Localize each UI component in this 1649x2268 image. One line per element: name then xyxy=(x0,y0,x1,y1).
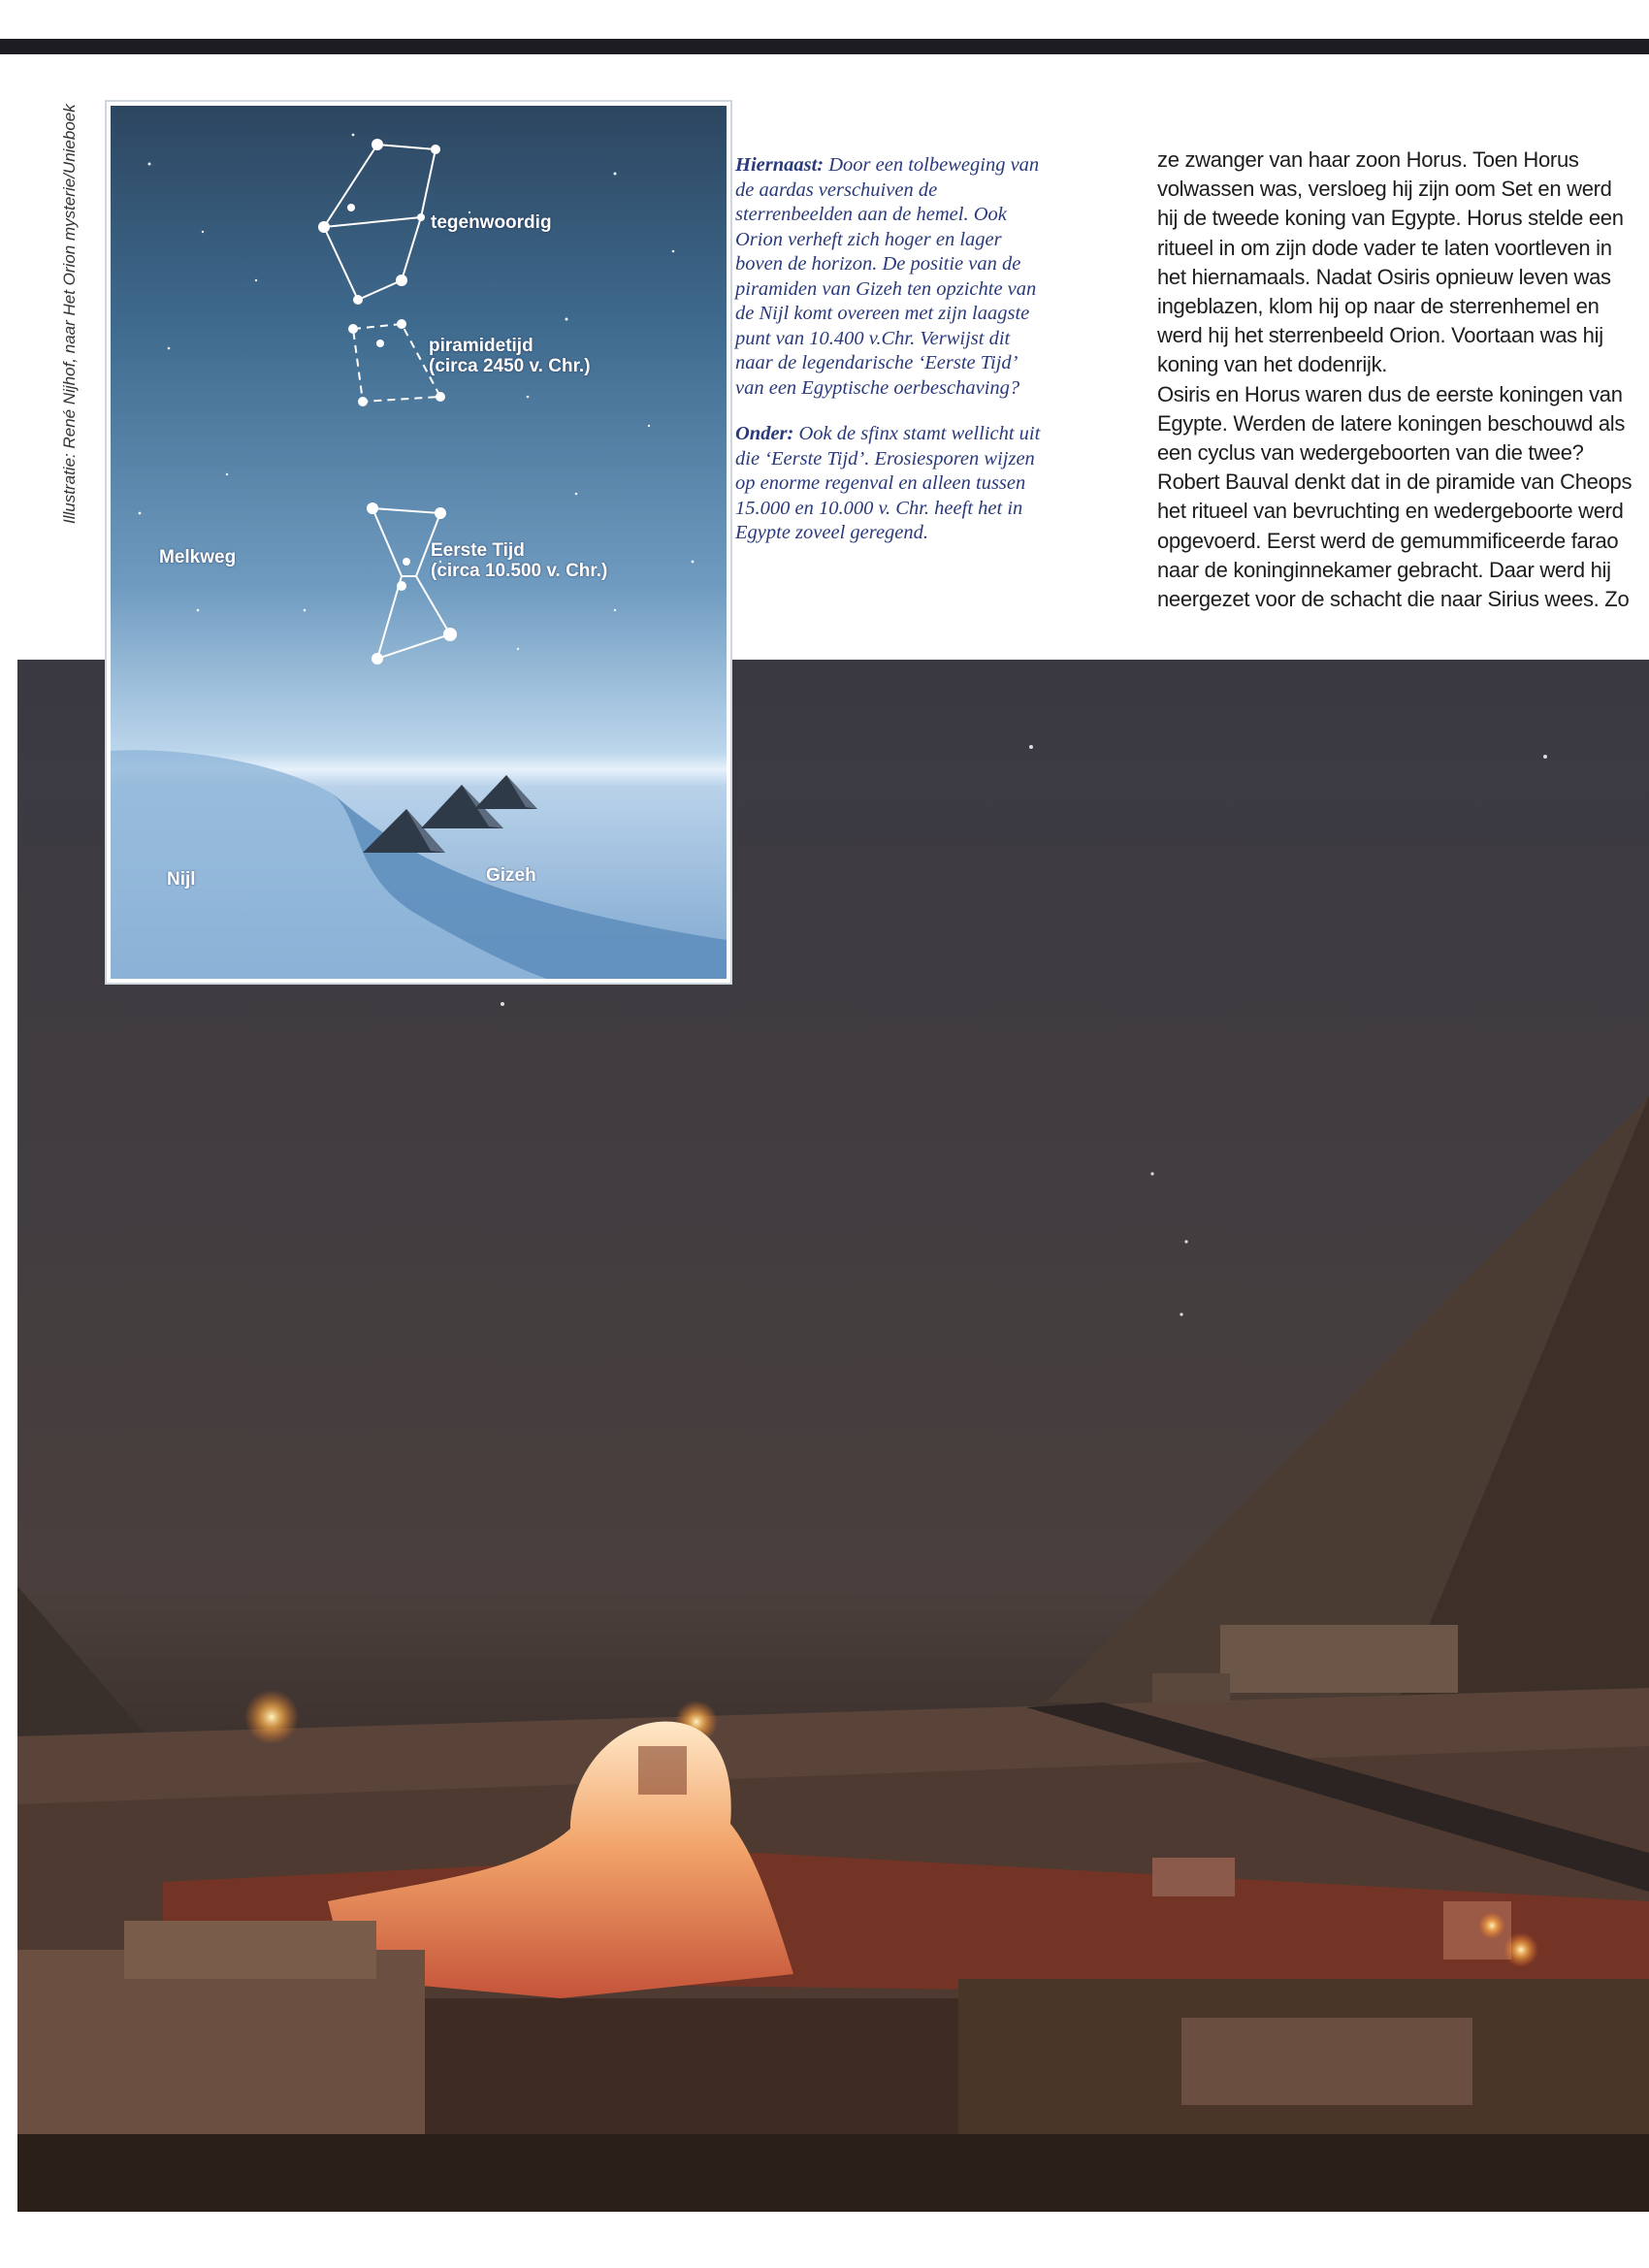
caption-below-lead: Onder: xyxy=(735,423,794,444)
illustration-credit: Illustratie: René Nijhof, naar Het Orion mysterie/Unieboek xyxy=(60,104,79,524)
label-giza: Gizeh xyxy=(486,865,536,886)
caption-below xyxy=(735,422,1046,546)
figure-caption xyxy=(735,153,1046,567)
label-first-time-date: (circa 10.500 v. Chr.) xyxy=(431,561,608,581)
caption-beside xyxy=(735,153,1046,401)
body-paragraph: ze zwanger van haar zoon Horus. Toen Horus volwassen was, versloeg hij zijn oom Set en werd hij de tweede koning van Egypte. Horus stelde een ritueel in om zijn dode vader te laten voortleven in het hiernamaals. Nadat Osiris opnieuw leven was ingeblazen, klom hij op naar de sterrenhemel en werd hij het sterrenbeeld Orion. Voortaan was hij koning van het dodenrijk. xyxy=(1157,147,1624,377)
body-paragraph: Osiris en Horus waren dus de eerste koningen van Egypte. Werden de latere koningen beschouwd als een cyclus van wedergeboorten van die twee? Robert Bauval denkt dat in de piramide van Cheops het ritueel van bevruchting en wedergeboorte werd opgevoerd. Eerst werd de gemummificeerde farao naar de koninginnekamer gebracht. Daar werd hij neergezet voor de schacht die naar Sirius wees. Zo xyxy=(1157,381,1633,612)
label-nile: Nijl xyxy=(167,869,196,890)
top-border xyxy=(0,39,1649,54)
caption-beside-text: Door een tolbeweging van de aardas verschuiven de sterrenbeelden aan de hemel. Ook Orion verheft zich hoger en lager boven de horizon. De positie van de piramiden van Gizeh ten opzichte van de Nijl komt overeen met zijn laagste punt van 10.400 v.Chr. Verwijst dit naar de legendarische ‘Eerste Tijd’ van een Egyptische oerbeschaving? xyxy=(735,154,1040,399)
label-pyramid-time-date: (circa 2450 v. Chr.) xyxy=(429,356,591,376)
label-present: tegenwoordig xyxy=(431,212,552,233)
label-pyramid-time: piramidetijd xyxy=(429,336,534,356)
caption-beside-lead: Hiernaast: xyxy=(735,154,824,176)
label-first-time: Eerste Tijd xyxy=(431,540,525,561)
orion-diagram xyxy=(107,102,730,983)
article-body xyxy=(1157,146,1637,614)
label-milky-way: Melkweg xyxy=(159,547,237,567)
caption-below-text: Ook de sfinx stamt wellicht uit die ‘Eerste Tijd’. Erosiesporen wijzen op enorme regenval en alleen tussen 15.000 en 10.000 v. Chr. heeft het in Egypte zoveel geregend. xyxy=(735,423,1041,543)
orion-constellation-chart xyxy=(111,106,727,979)
